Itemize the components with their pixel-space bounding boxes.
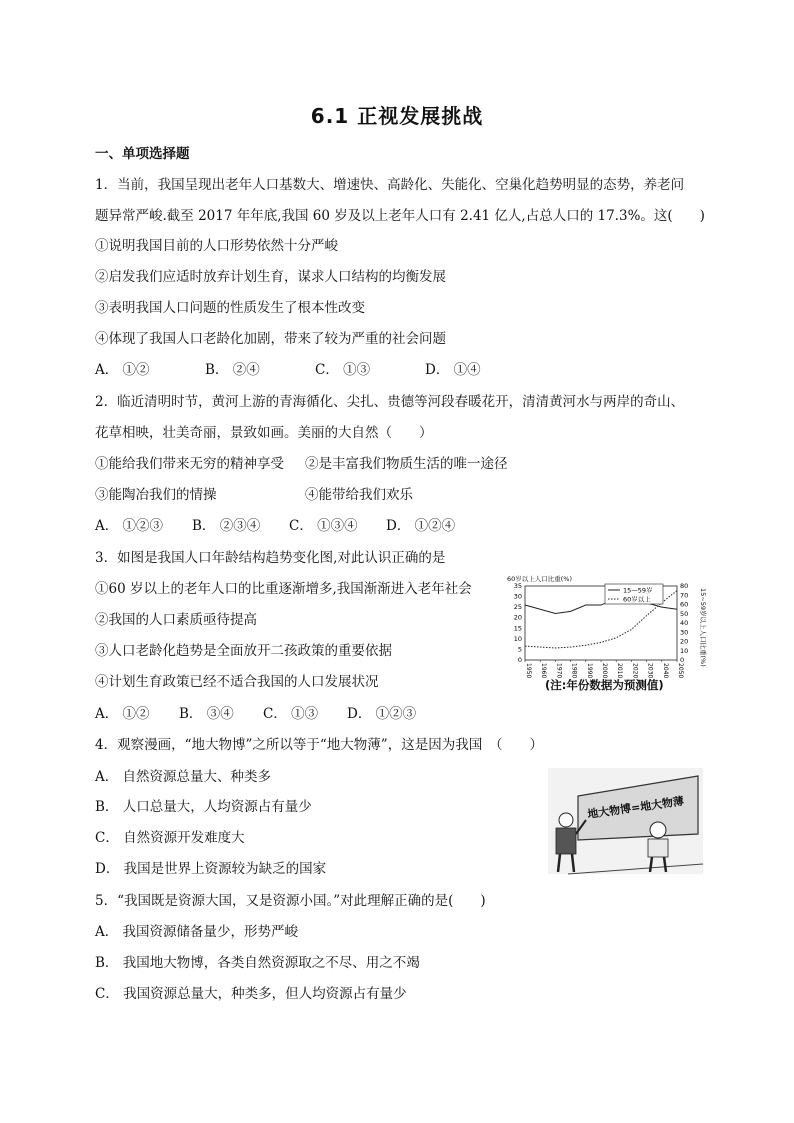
q1-item: ④体现了我国人口老龄化加剧，带来了较为严重的社会问题 bbox=[95, 331, 446, 347]
q5-option-b[interactable]: B． 我国地大物博，各类自然资源取之不尽、用之不竭 bbox=[95, 955, 420, 971]
q1-option-a[interactable]: A． ①② bbox=[95, 362, 150, 378]
x-tick-label: 2000 bbox=[601, 663, 608, 679]
right-tick-label: 80 bbox=[680, 582, 689, 590]
q3-stem: 3．如图是我国人口年龄结构趋势变化图,对此认识正确的是 bbox=[95, 550, 446, 566]
x-tick-label: 2040 bbox=[661, 663, 669, 679]
q5-option-c[interactable]: C． 我国资源总量大，种类多，但人均资源占有量少 bbox=[95, 986, 407, 1002]
left-axis-label: 60岁以上人口比重(%) bbox=[507, 575, 573, 583]
x-tick-label: 1990 bbox=[585, 663, 593, 679]
q2-items-row1 bbox=[95, 454, 508, 474]
q2-items-row2 bbox=[95, 485, 413, 505]
x-tick-label: 1950 bbox=[525, 663, 532, 679]
x-tick-label: 1960 bbox=[540, 663, 548, 679]
left-tick-label: 25 bbox=[513, 603, 522, 612]
q3-item: ②我国的人口素质亟待提高 bbox=[95, 612, 257, 628]
x-tick-label: 2010 bbox=[616, 663, 624, 679]
x-tick-label: 1980 bbox=[570, 663, 578, 679]
q4-stem: 4．观察漫画，“地大物博”之所以等于“地大物薄”，这是因为我国 （ ） bbox=[95, 737, 543, 753]
age-structure-chart bbox=[505, 574, 705, 694]
chart-caption: (注:年份数据为预测值) bbox=[545, 678, 664, 692]
q2-option-b[interactable]: B． ②③④ bbox=[192, 518, 261, 534]
legend-label: 15—59岁 bbox=[623, 586, 653, 595]
left-tick-label: 35 bbox=[513, 582, 522, 590]
left-tick-label: 30 bbox=[513, 592, 522, 601]
figure-head-icon bbox=[650, 822, 666, 838]
right-tick-label: 70 bbox=[680, 591, 689, 600]
q1-options bbox=[95, 360, 535, 380]
right-tick-label: 20 bbox=[680, 637, 689, 646]
q1-stem-line1: 1．当前，我国呈现出老年人口基数大、增速快、高龄化、失能化、空巢化趋势明显的态势，养老问 bbox=[95, 177, 685, 193]
left-tick-label: 0 bbox=[517, 656, 522, 664]
q5-stem: 5．“我国既是资源大国，又是资源小国。”对此理解正确的是( ) bbox=[95, 893, 486, 909]
x-tick-label: 2030 bbox=[646, 663, 654, 679]
q2-option-a[interactable]: A． ①②③ bbox=[95, 518, 164, 534]
x-tick-label: 1970 bbox=[555, 663, 563, 679]
q5-option-a[interactable]: A． 我国资源储备量少，形势严峻 bbox=[95, 924, 299, 940]
page-title: 6.1 正视发展挑战 bbox=[310, 104, 484, 128]
left-tick-label: 15 bbox=[513, 624, 522, 633]
figure-head-icon bbox=[559, 813, 573, 827]
q4-option-a[interactable]: A． 自然资源总量大、种类多 bbox=[95, 769, 272, 785]
cartoon-caption: 地大物博=地大物薄 bbox=[586, 794, 685, 821]
figure-body-icon bbox=[556, 828, 576, 854]
q3-item: ④计划生育政策已经不适合我国的人口发展状况 bbox=[95, 674, 379, 690]
q3-option-b[interactable]: B． ③④ bbox=[179, 706, 234, 722]
right-tick-label: 30 bbox=[680, 628, 689, 637]
right-tick-label: 60 bbox=[680, 600, 689, 609]
x-tick-label: 2020 bbox=[631, 663, 639, 679]
q3-item: ①60 岁以上的老年人口的比重逐渐增多,我国渐渐进入老年社会 bbox=[95, 581, 472, 597]
q1-item: ②启发我们应适时放弃计划生育，谋求人口结构的均衡发展 bbox=[95, 269, 446, 285]
q2-option-d[interactable]: D． ①②④ bbox=[386, 518, 456, 534]
x-tick-label: 2050 bbox=[677, 663, 684, 679]
q3-options bbox=[95, 704, 431, 724]
q1-option-b[interactable]: B． ②④ bbox=[205, 362, 260, 378]
right-tick-label: 40 bbox=[680, 619, 689, 627]
q1-option-d[interactable]: D． ①④ bbox=[425, 362, 481, 378]
q1-item: ①说明我国目前的人口形势依然十分严峻 bbox=[95, 238, 338, 254]
q4-option-d[interactable]: D． 我国是世界上资源较为缺乏的国家 bbox=[95, 861, 327, 877]
q2-item: ②是丰富我们物质生活的唯一途径 bbox=[305, 456, 508, 472]
legend-label: 60岁以上 bbox=[623, 595, 651, 604]
q2-item: ①能给我们带来无穷的精神享受 bbox=[95, 456, 284, 472]
q2-item: ④能带给我们欢乐 bbox=[305, 487, 413, 503]
right-tick-label: 10 bbox=[680, 646, 689, 655]
q4-option-b[interactable]: B． 人口总量大，人均资源占有量少 bbox=[95, 799, 312, 815]
right-tick-label: 0 bbox=[680, 656, 685, 664]
left-tick-label: 10 bbox=[513, 634, 522, 643]
figure-body-icon bbox=[648, 839, 668, 857]
q2-stem-line2: 花草相映，壮美奇丽，景致如画。美丽的大自然（ ） bbox=[95, 425, 433, 441]
q3-option-d[interactable]: D． ①②③ bbox=[347, 706, 417, 722]
q1-stem-line2: 题异常严峻.截至 2017 年年底,我国 60 岁及以上老年人口有 2.41 亿人,占总人口的 17.3%。这( ) bbox=[95, 208, 705, 224]
right-axis-label: 15~59岁以上人口比重(%) bbox=[699, 588, 707, 667]
q3-option-c[interactable]: C． ①③ bbox=[263, 706, 319, 722]
q1-option-c[interactable]: C． ①③ bbox=[315, 362, 371, 378]
section-heading: 一、单项选择题 bbox=[95, 146, 190, 162]
q3-option-a[interactable]: A． ①② bbox=[95, 706, 150, 722]
q4-option-c[interactable]: C． 自然资源开发难度大 bbox=[95, 830, 245, 846]
q2-stem-line1: 2．临近清明时节，黄河上游的青海循化、尖扎、贵德等河段春暖花开，清清黄河水与两岸的奇山、 bbox=[95, 394, 685, 410]
q2-options bbox=[95, 516, 483, 536]
q3-item: ③人口老龄化趋势是全面放开二孩政策的重要依据 bbox=[95, 643, 392, 659]
left-tick-label: 5 bbox=[517, 645, 522, 654]
cartoon-illustration bbox=[548, 768, 703, 874]
q2-item: ③能陶冶我们的情操 bbox=[95, 487, 217, 503]
right-tick-label: 50 bbox=[680, 609, 689, 618]
q2-option-c[interactable]: C． ①③④ bbox=[289, 518, 358, 534]
q1-item: ③表明我国人口问题的性质发生了根本性改变 bbox=[95, 300, 365, 316]
left-tick-label: 20 bbox=[513, 613, 522, 622]
